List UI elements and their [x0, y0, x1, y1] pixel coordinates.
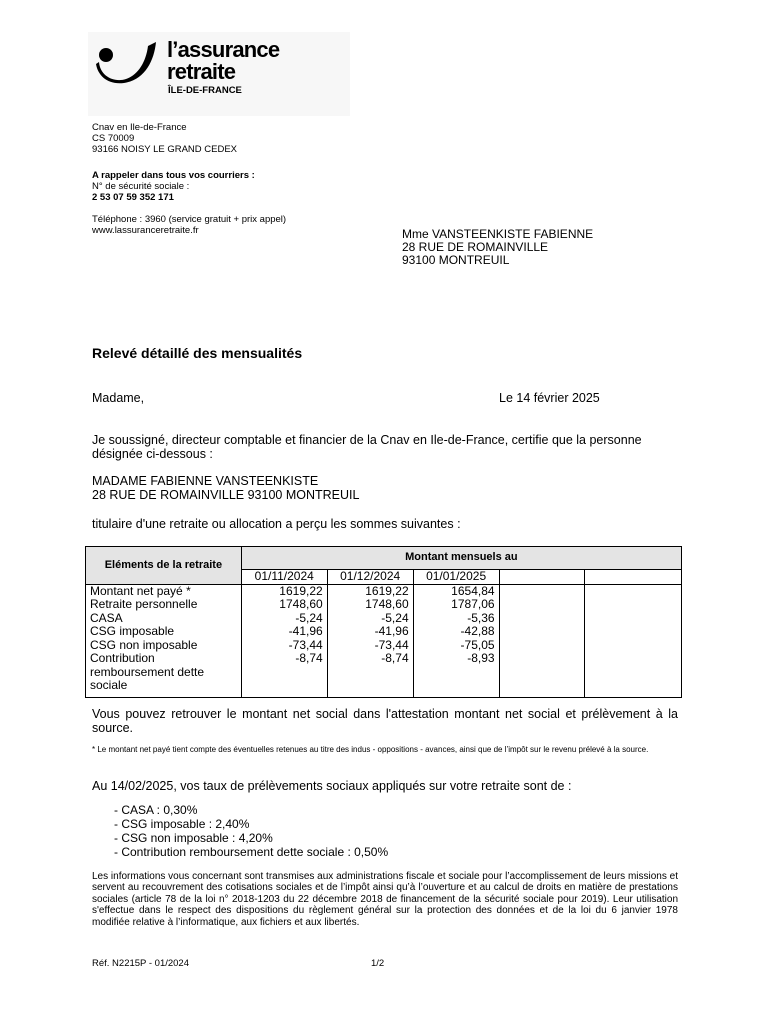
logo-text-region: ÎLE-DE-FRANCE: [168, 85, 242, 96]
ssn-label: N° de sécurité sociale :: [92, 181, 190, 192]
table-row-label: Contribution remboursement dette sociale: [90, 651, 205, 692]
table-row-label: CASA: [90, 610, 123, 625]
reminder-title: A rappeler dans tous vos courriers :: [92, 170, 255, 181]
table-cell: 1654,84: [451, 583, 495, 598]
table-cell: -5,36: [467, 610, 495, 625]
table-cell: 1619,22: [279, 583, 323, 598]
rate-item: - CASA : 0,30%: [114, 803, 198, 817]
person-block: [92, 474, 359, 502]
recipient-line: Mme VANSTEENKISTE FABIENNE: [402, 227, 594, 241]
rate-item: - Contribution remboursement dette sociale : 0,50%: [114, 845, 389, 859]
page-number: 1/2: [371, 958, 385, 969]
logo-text-line1: l’assurance: [167, 37, 280, 62]
rates-list: [114, 803, 388, 859]
table-cell: -8,93: [467, 651, 495, 665]
date-header: 01/01/2025: [413, 570, 499, 585]
contact-block: [92, 214, 286, 236]
date-header: [585, 570, 682, 585]
table-cell: -75,05: [460, 637, 495, 652]
recipient-line: 28 RUE DE ROMAINVILLE: [402, 240, 549, 254]
table-row-label: Montant net payé *: [90, 583, 191, 598]
privacy-notice: Les informations vous concernant sont transmises aux administrations fiscale et sociale pour l’accomplissement de leurs missions et servent au recouvrement des cotisations sociales et de l’impôt ainsi qu’à l’ouverture et au calcul de droits en matière de prestations sociales (article 78 de la loi n° 2018-1203 du 22 décembre 2018 de financement de la sécurité sociale pour 2019). Leur utilisation s'effectue dans le respect des dispositions du règlement général sur la protection des données et de la loi du 6 janvier 1978 modifiée relative à l’informatique, aux fichiers et aux libertés.: [92, 871, 678, 928]
table-cell: -42,88: [460, 624, 495, 638]
header-elements: Eléments de la retraite: [86, 547, 242, 585]
table-cell: -41,96: [288, 624, 323, 638]
reminder-block: [92, 170, 255, 203]
salutation: Madame,: [92, 391, 145, 405]
intro-paragraph: Je soussigné, directeur comptable et financier de la Cnav en Ile-de-France, certifie que la personne désignée ci-dessous :: [92, 433, 642, 461]
rates-intro: Au 14/02/2025, vos taux de prélèvements sociaux appliqués sur votre retraite sont de :: [92, 779, 572, 793]
sender-line: 93166 NOISY LE GRAND CEDEX: [92, 144, 238, 155]
sender-line: CS 70009: [92, 133, 135, 144]
table-cell: 1748,60: [279, 597, 323, 611]
net-social-note: Vous pouvez retrouver le montant net social dans l'attestation montant net social et prélèvement à la source.: [92, 707, 678, 735]
person-address: 28 RUE DE ROMAINVILLE 93100 MONTREUIL: [92, 488, 360, 502]
rate-item: - CSG non imposable : 4,20%: [114, 831, 273, 845]
footnote: * Le montant net payé tient compte des éventuelles retenues au titre des indus - oppositions - avances, ainsi que de l’impôt sur le revenu prélevé à la source.: [92, 745, 649, 754]
sender-line: Cnav en Ile-de-France: [92, 122, 187, 133]
ssn-value: 2 53 07 59 352 171: [92, 192, 174, 203]
person-name: MADAME FABIENNE VANSTEENKISTE: [92, 474, 319, 488]
letter-date: Le 14 février 2025: [499, 391, 600, 405]
table-row-label: CSG non imposable: [90, 637, 198, 652]
table-labels-cell: [86, 584, 242, 698]
table-values-col5: [585, 584, 682, 698]
logo-text-line2: retraite: [167, 59, 236, 84]
reference-code: Réf. N2215P - 01/2024: [92, 958, 190, 969]
website-link[interactable]: www.lassuranceretraite.fr: [92, 225, 199, 236]
sender-address: [92, 122, 237, 155]
date-header: 01/11/2024: [241, 570, 327, 585]
table-cell: 1619,22: [365, 583, 409, 598]
table-values-col1: [241, 584, 327, 698]
amounts-table: [85, 546, 682, 698]
table-row-label: Retraite personnelle: [90, 597, 198, 611]
recipient-address: [402, 228, 593, 267]
table-cell: -5,24: [381, 610, 409, 625]
table-cell: -8,74: [295, 651, 323, 665]
table-cell: -8,74: [381, 651, 409, 665]
table-cell: -41,96: [374, 624, 409, 638]
date-header: 01/12/2024: [327, 570, 413, 585]
recipient-line: 93100 MONTREUIL: [402, 253, 510, 267]
holder-text: titulaire d'une retraite ou allocation a perçu les sommes suivantes :: [92, 517, 461, 531]
logo-mark-icon: [92, 38, 166, 84]
date-header: [499, 570, 585, 585]
phone-text: Téléphone : 3960 (service gratuit + prix appel): [92, 214, 287, 225]
table-values-col4: [499, 584, 585, 698]
table-cell: -73,44: [288, 637, 323, 652]
table-cell: -73,44: [374, 637, 409, 652]
table-row-label: CSG imposable: [90, 624, 175, 638]
table-values-col3: [413, 584, 499, 698]
table-cell: 1787,06: [451, 597, 495, 611]
table-cell: -5,24: [295, 610, 323, 625]
document-title: Relevé détaillé des mensualités: [92, 345, 303, 361]
header-amounts: Montant mensuels au: [241, 547, 681, 570]
table-values-col2: [327, 584, 413, 698]
table-cell: 1748,60: [365, 597, 409, 611]
rate-item: - CSG imposable : 2,40%: [114, 817, 250, 831]
